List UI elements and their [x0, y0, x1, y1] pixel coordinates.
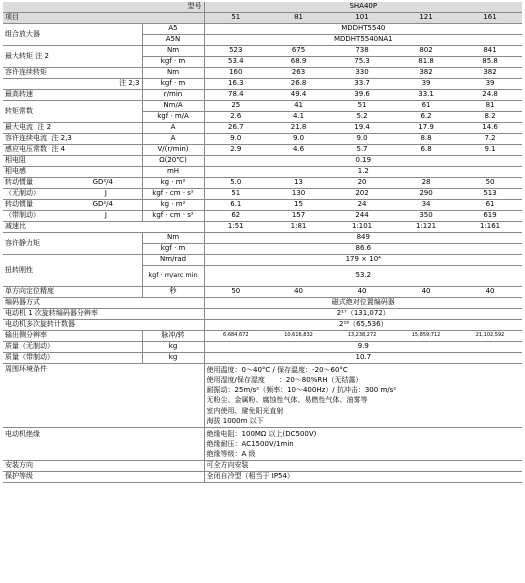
value-cell: 5.2 [330, 112, 394, 123]
insulation-line: 绝缘耐压：AC1500V/1min [206, 439, 294, 448]
value-cell: 1:161 [458, 222, 522, 233]
value-cell: 523 [204, 46, 267, 57]
value-cell: 51 [204, 189, 267, 200]
row-rigidity-nm [3, 255, 522, 266]
insulation-line: 绝缘电阻：100MΩ 以上(DC500V) [206, 429, 317, 438]
value-cell: 50 [204, 287, 267, 298]
inertia-brake-label2: （带制动） J [3, 211, 115, 222]
value-cell: 9.1 [458, 145, 522, 156]
encoder-type-label: 编码器方式 [3, 298, 204, 309]
env-line: 无粉尘、金属粉、腐蚀性气体、易燃性气体、油雾等 [206, 396, 368, 405]
unit: Nm/A [142, 101, 204, 112]
value-cell: 34 [394, 200, 458, 211]
value-cell: 86.6 [204, 244, 522, 255]
row-inertia-brake-gd [3, 200, 522, 211]
max-torque-label: 最大转矩 注 2 [3, 46, 115, 68]
amp-a5n-value: MDDHT5540NA1 [204, 35, 522, 46]
ratio-header: 81 [267, 13, 330, 24]
unit: kg [142, 342, 204, 353]
ratio-header: 161 [458, 13, 522, 24]
model-label: 型号 [3, 2, 204, 13]
value-cell: 157 [267, 211, 330, 222]
amp-a5-value: MDDHT5540 [204, 24, 522, 35]
encoder-res-label: 电动机 1 次旋转编码器分辨率 [3, 309, 204, 320]
value-cell: 39 [394, 79, 458, 90]
value-cell: 8.8 [394, 134, 458, 145]
row-mounting [3, 461, 522, 472]
value-cell: 75.3 [330, 57, 394, 68]
ratio-header: 101 [330, 13, 394, 24]
row-max-speed [3, 90, 522, 101]
unit: Nm [142, 233, 204, 244]
row-insulation [3, 427, 522, 460]
value-cell: 15,859,712 [394, 331, 458, 342]
value-cell: 6,684,672 [204, 331, 267, 342]
value-cell: 179 × 10⁴ [204, 255, 522, 266]
env-line: 耐振动：25m/s²（频率：10～400Hz）/ 抗冲击：300 m/s² [206, 386, 397, 395]
value-cell: 62 [204, 211, 267, 222]
value-cell: 26.8 [267, 79, 330, 90]
value-cell: 41 [267, 101, 330, 112]
value-cell: 81.8 [394, 57, 458, 68]
item-label: 项目 [3, 13, 204, 24]
row-mass-brake [3, 353, 522, 364]
value-cell: 2.6 [204, 112, 267, 123]
value-cell: 849 [204, 233, 522, 244]
row-emf [3, 145, 522, 156]
value-cell: 2¹⁶（65,536） [204, 320, 522, 331]
value-cell: 802 [394, 46, 458, 57]
row-encoder-multi [3, 320, 522, 331]
torque-const-label: 转矩常数 [3, 101, 142, 123]
header-row-model [3, 2, 522, 13]
header-row-ratios [3, 13, 522, 24]
value-cell: 40 [458, 287, 522, 298]
amp-a5n: A5N [142, 35, 204, 46]
unit: kgf · m/A [142, 112, 204, 123]
insulation-line: 绝缘等级：A 级 [206, 450, 256, 459]
env-line: 室内使用、避免阳光直射 [206, 406, 284, 415]
row-reduction [3, 222, 522, 233]
amp-label: 组合放大器 [3, 24, 142, 46]
value-cell: 8.2 [458, 112, 522, 123]
value-cell: 202 [330, 189, 394, 200]
value-cell: 68.9 [267, 57, 330, 68]
value-cell: 61 [394, 101, 458, 112]
value-cell: 244 [330, 211, 394, 222]
unit: kg [142, 353, 204, 364]
unit: 秒 [142, 287, 204, 298]
row-resistance [3, 156, 522, 167]
value-cell: 78.4 [204, 90, 267, 101]
value-cell: 53.4 [204, 57, 267, 68]
env-line: 使用湿度/保存湿度 ：20～80%RH（无结露） [206, 376, 363, 385]
unit: Nm [142, 46, 204, 57]
row-amp-a5 [3, 24, 522, 35]
row-output-res [3, 331, 522, 342]
value-cell: 24 [330, 200, 394, 211]
max-speed-label: 最高转速 [3, 90, 142, 101]
inductance-label: 相电感 [3, 167, 142, 178]
value-cell: 841 [458, 46, 522, 57]
value-cell: 675 [267, 46, 330, 57]
value-cell: 85.8 [458, 57, 522, 68]
unit: kgf · m [142, 79, 204, 90]
value-cell: 15 [267, 200, 330, 211]
unit: mH [142, 167, 204, 178]
value-cell: 26.7 [204, 123, 267, 134]
unit: 脉冲/转 [142, 331, 204, 342]
environment-label: 周围环境条件 [3, 364, 204, 428]
unit: kgf · m/arc min [142, 266, 204, 287]
inertia-nobrake-label2: （无制动） J [3, 189, 115, 200]
value-cell: 0.19 [204, 156, 522, 167]
static-torque-label: 容许静力矩 [3, 233, 142, 255]
value-cell: 40 [267, 287, 330, 298]
value-cell: 全闭自冷型（相当于 IP54） [204, 472, 522, 483]
value-cell: 39.6 [330, 90, 394, 101]
unit: V/(r/min) [142, 145, 204, 156]
value-cell: 40 [330, 287, 394, 298]
unit: kg · m² [142, 200, 204, 211]
unit: Ω(20℃) [142, 156, 204, 167]
value-cell: 14.6 [458, 123, 522, 134]
protection-label: 保护等级 [3, 472, 204, 483]
spec-table [3, 2, 522, 483]
value-cell: 382 [394, 68, 458, 79]
value-cell: 17.9 [394, 123, 458, 134]
row-inertia-brake-j [3, 211, 522, 222]
value-cell: 81 [458, 101, 522, 112]
value-cell: 6.1 [204, 200, 267, 211]
row-cont-torque-nm [3, 68, 522, 79]
value-cell: 382 [458, 68, 522, 79]
value-cell: 21.8 [267, 123, 330, 134]
row-inertia-nobrake-j [3, 189, 522, 200]
value-cell: 2¹⁷（131,072） [204, 309, 522, 320]
value-cell: 61 [458, 200, 522, 211]
value-cell: 350 [394, 211, 458, 222]
value-cell: 10.7 [204, 353, 522, 364]
mass-brake-label: 质量（带制动） [3, 353, 142, 364]
row-max-current [3, 123, 522, 134]
emf-label: 感应电压常数 注 4 [3, 145, 142, 156]
cont-torque-note: 注 2,3 [3, 79, 142, 90]
value-cell: 53.2 [204, 266, 522, 287]
resistance-label: 相电阻 [3, 156, 142, 167]
value-cell: 9.9 [204, 342, 522, 353]
inertia-nobrake-label1: 转动惯量 GD²/4 [3, 178, 115, 189]
unit: kgf · cm · s² [142, 189, 204, 200]
value-cell: 6.8 [394, 145, 458, 156]
value-cell: 21,102,592 [458, 331, 522, 342]
value-cell: 9.0 [204, 134, 267, 145]
value-cell: 磁式绝对位置编码器 [204, 298, 522, 309]
value-cell: 130 [267, 189, 330, 200]
value-cell: 51 [330, 101, 394, 112]
row-inertia-nobrake-gd [3, 178, 522, 189]
unit: A [142, 123, 204, 134]
value-cell: 619 [458, 211, 522, 222]
env-line: 海拔 1000m 以下 [206, 416, 264, 425]
value-cell: 7.2 [458, 134, 522, 145]
insulation-label: 电动机绝缘 [3, 427, 204, 460]
series-name: SHA40P [204, 2, 522, 13]
row-inductance [3, 167, 522, 178]
value-cell: 290 [394, 189, 458, 200]
row-max-torque-nm [3, 46, 522, 57]
value-cell: 1:51 [204, 222, 267, 233]
output-res-label: 输出侧分辨率 [3, 331, 142, 342]
rigidity-label: 扭转刚性 [3, 255, 142, 287]
value-cell: 738 [330, 46, 394, 57]
ratio-header: 51 [204, 13, 267, 24]
ratio-header: 121 [394, 13, 458, 24]
mounting-label: 安装方向 [3, 461, 204, 472]
value-cell: 1:81 [267, 222, 330, 233]
value-cell: 4.6 [267, 145, 330, 156]
value-cell: 13,238,272 [330, 331, 394, 342]
unit: kg · m² [142, 178, 204, 189]
value-cell: 160 [204, 68, 267, 79]
value-cell: 1:101 [330, 222, 394, 233]
value-cell: 2.9 [204, 145, 267, 156]
value-cell: 9.0 [330, 134, 394, 145]
value-cell: 49.4 [267, 90, 330, 101]
row-environment [3, 364, 522, 428]
unit: kgf · m [142, 244, 204, 255]
value-cell: 1.2 [204, 167, 522, 178]
value-cell: 33.1 [394, 90, 458, 101]
unit: kgf · cm · s² [142, 211, 204, 222]
value-cell: 可全方向安装 [204, 461, 522, 472]
value-cell: 513 [458, 189, 522, 200]
value-cell: 6.2 [394, 112, 458, 123]
unit: Nm/rad [142, 255, 204, 266]
value-cell: 4.1 [267, 112, 330, 123]
unit: A [142, 134, 204, 145]
cont-current-label: 容许连续电流 注 2,3 [3, 134, 142, 145]
unit: Nm [142, 68, 204, 79]
row-mass-nobrake [3, 342, 522, 353]
env-line: 使用温度：0～40°C / 保存温度：-20～60°C [206, 366, 348, 374]
value-cell: 13 [267, 178, 330, 189]
value-cell: 20 [330, 178, 394, 189]
value-cell: 330 [330, 68, 394, 79]
row-cont-torque-kgf [3, 79, 522, 90]
row-positioning [3, 287, 522, 298]
value-cell: 25 [204, 101, 267, 112]
cont-torque-label: 容许连续转矩 [3, 68, 142, 79]
value-cell: 19.4 [330, 123, 394, 134]
row-torque-const-a [3, 101, 522, 112]
max-current-label: 最大电流 注 2 [3, 123, 142, 134]
reduction-label: 减速比 [3, 222, 204, 233]
value-cell: 24.8 [458, 90, 522, 101]
encoder-multi-label: 电动机多次旋转计数器 [3, 320, 204, 331]
value-cell: 39 [458, 79, 522, 90]
value-cell: 28 [394, 178, 458, 189]
value-cell: 50 [458, 178, 522, 189]
value-cell: 5.0 [204, 178, 267, 189]
row-protection [3, 472, 522, 483]
inertia-brake-label1: 转动惯量 GD²/4 [3, 200, 115, 211]
value-cell: 10,616,832 [267, 331, 330, 342]
value-cell: 33.7 [330, 79, 394, 90]
value-cell: 16.3 [204, 79, 267, 90]
value-cell: 263 [267, 68, 330, 79]
unit: r/min [142, 90, 204, 101]
row-cont-current [3, 134, 522, 145]
insulation-value [204, 427, 522, 460]
amp-a5: A5 [142, 24, 204, 35]
unit: kgf · m [142, 57, 204, 68]
value-cell: 40 [394, 287, 458, 298]
value-cell: 9.0 [267, 134, 330, 145]
value-cell: 5.7 [330, 145, 394, 156]
mass-nobrake-label: 质量（无制动） [3, 342, 142, 353]
row-encoder-res [3, 309, 522, 320]
positioning-label: 单方向定位精度 [3, 287, 142, 298]
row-static-torque-nm [3, 233, 522, 244]
value-cell: 1:121 [394, 222, 458, 233]
environment-value [204, 364, 522, 428]
row-encoder-type [3, 298, 522, 309]
